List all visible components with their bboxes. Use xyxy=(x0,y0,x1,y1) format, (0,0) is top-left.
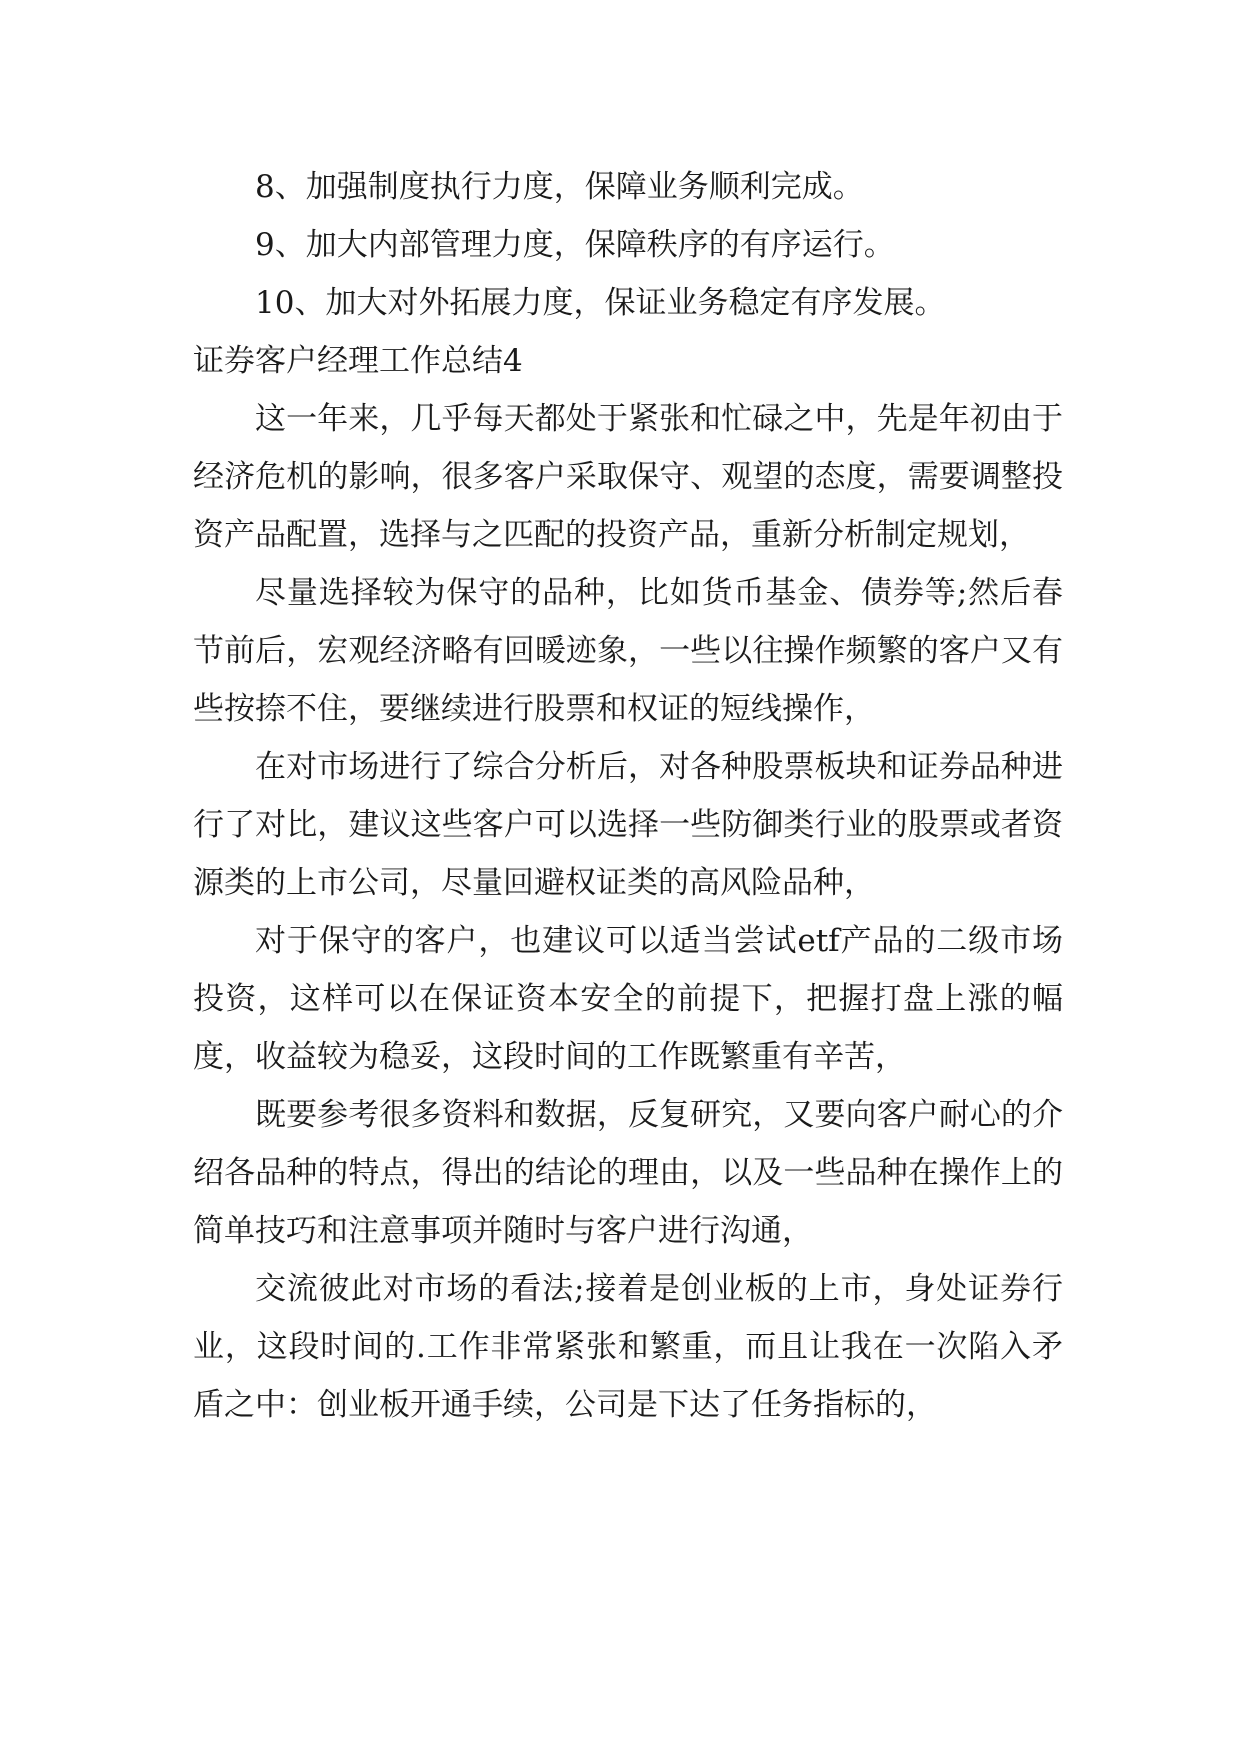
section-heading: 证券客户经理工作总结4 xyxy=(193,343,523,379)
paragraph: 交流彼此对市场的看法;接着是创业板的上市，身处证券行业，这段时间的.工作非常紧张和繁重，而且让我在一次陷入矛盾之中：创业板开通手续，公司是下达了任务指标的， xyxy=(193,1271,1063,1423)
paragraph: 在对市场进行了综合分析后，对各种股票板块和证券品种进行了对比，建议这些客户可以选择一些防御类行业的股票或者资源类的上市公司，尽量回避权证类的高风险品种， xyxy=(193,749,1063,901)
paragraph: 这一年来，几乎每天都处于紧张和忙碌之中，先是年初由于经济危机的影响，很多客户采取保守、观望的态度，需要调整投资产品配置，选择与之匹配的投资产品，重新分析制定规划， xyxy=(193,401,1063,553)
list-item: 8、加强制度执行力度，保障业务顺利完成。 xyxy=(255,169,864,205)
document-body xyxy=(193,158,1063,1434)
paragraph: 对于保守的客户，也建议可以适当尝试etf产品的二级市场投资，这样可以在保证资本安全的前提下，把握打盘上涨的幅度，收益较为稳妥，这段时间的工作既繁重有辛苦， xyxy=(193,923,1063,1075)
list-item: 9、加大内部管理力度，保障秩序的有序运行。 xyxy=(255,227,895,263)
paragraph: 既要参考很多资料和数据，反复研究，又要向客户耐心的介绍各品种的特点，得出的结论的理由，以及一些品种在操作上的简单技巧和注意事项并随时与客户进行沟通， xyxy=(193,1097,1063,1249)
list-item: 10、加大对外拓展力度，保证业务稳定有序发展。 xyxy=(255,285,946,321)
paragraph: 尽量选择较为保守的品种，比如货币基金、债券等;然后春节前后，宏观经济略有回暖迹象，一些以往操作频繁的客户又有些按捺不住，要继续进行股票和权证的短线操作， xyxy=(193,575,1063,727)
